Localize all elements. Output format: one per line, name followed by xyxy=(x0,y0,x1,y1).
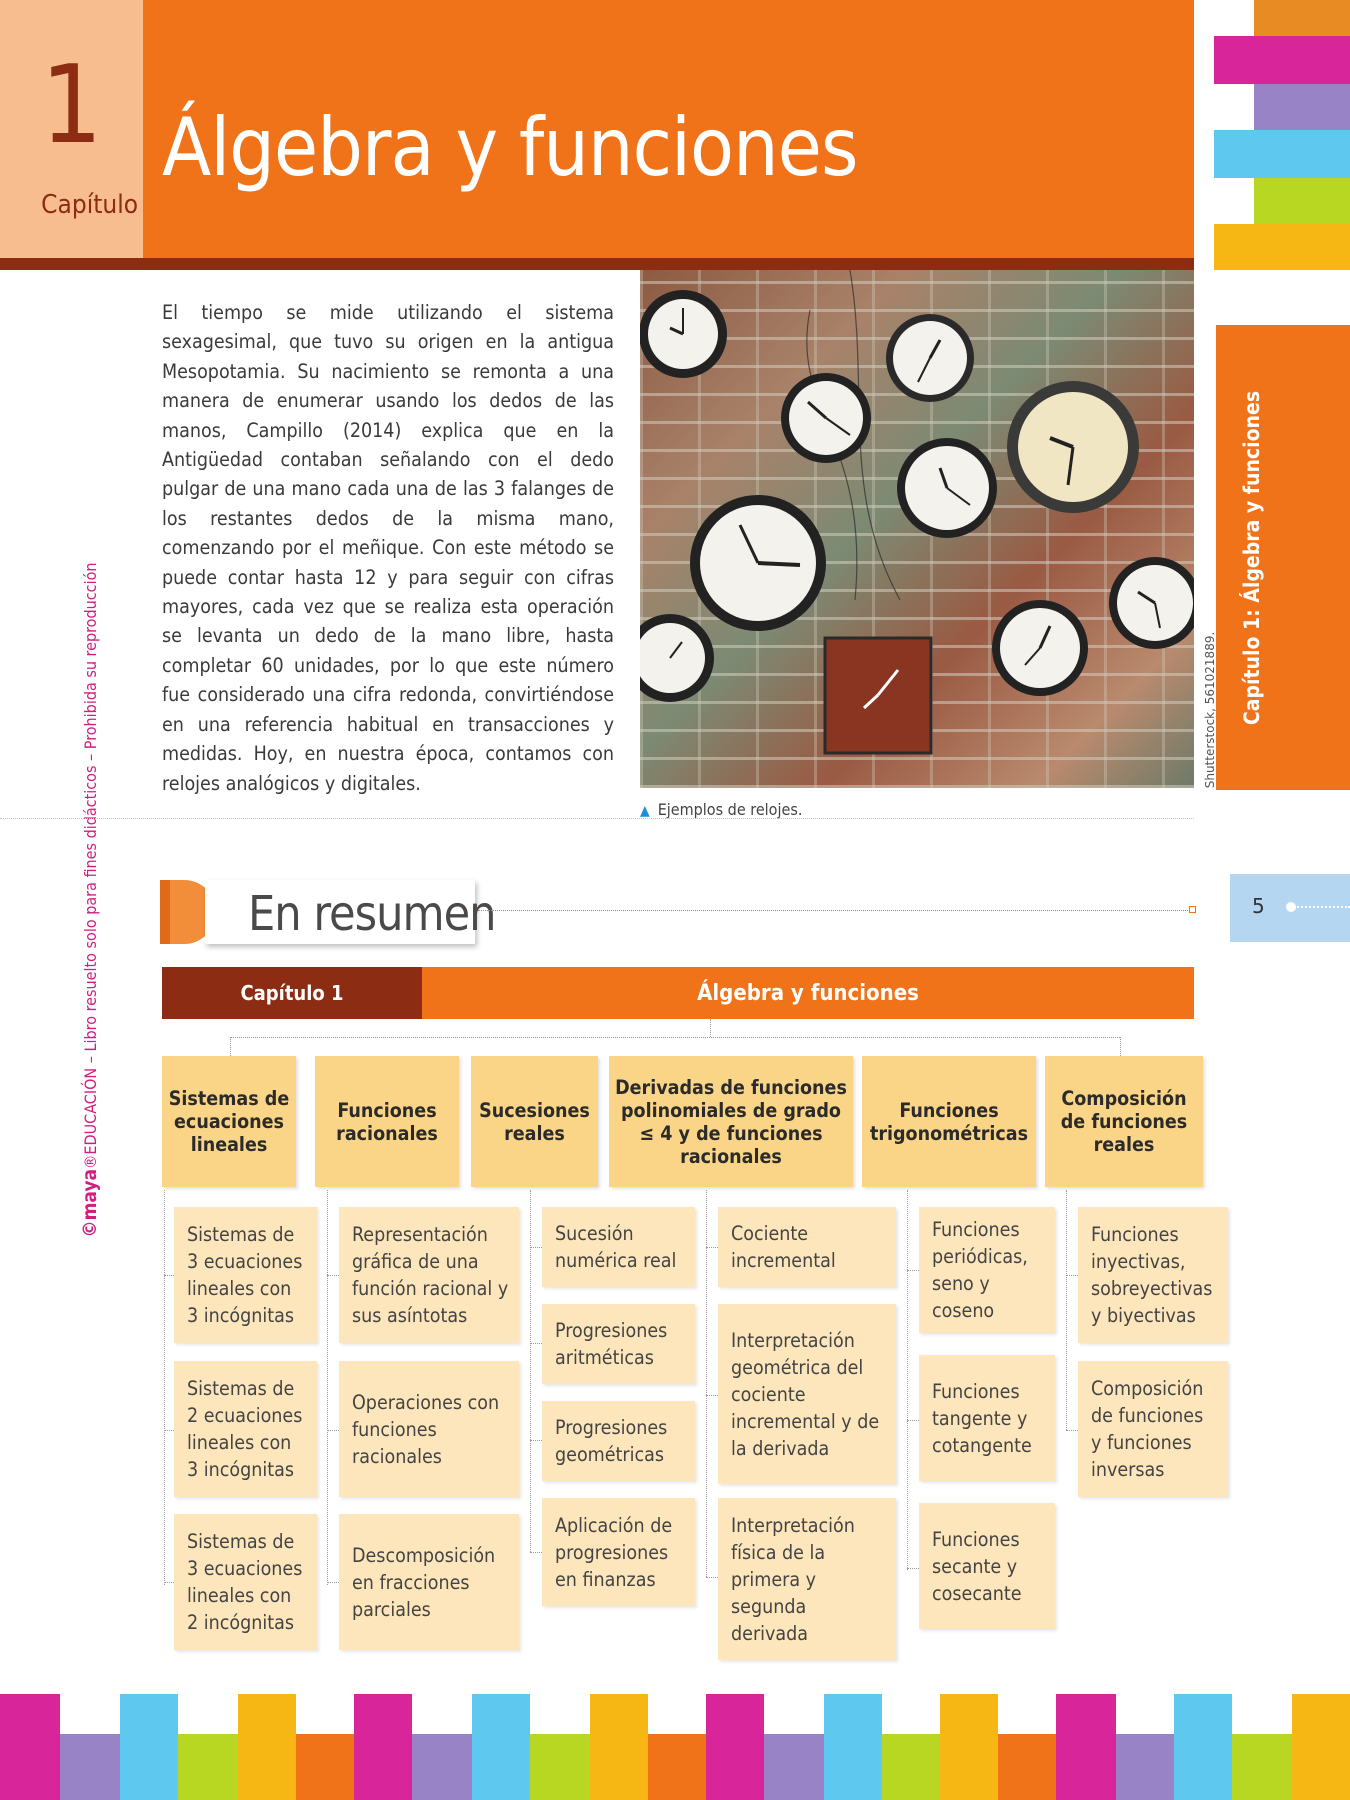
photo-credit: Shutterstock, 561021889. xyxy=(1203,631,1217,789)
category-box: Composición de funciones reales xyxy=(1045,1056,1203,1187)
connector xyxy=(530,1343,542,1344)
connector xyxy=(164,1190,165,1585)
photo-credit-wrap xyxy=(1195,620,1225,800)
side-chapter-label: Capítulo 1: Álgebra y funciones xyxy=(1240,390,1264,725)
category-box: Sistemas de ecuaciones lineales xyxy=(162,1056,296,1187)
topic-item: Sistemas de 3 ecuaciones lineales con 2 incógnitas xyxy=(174,1514,317,1650)
topic-item: Interpretación física de la primera y segunda derivada xyxy=(718,1498,896,1660)
topic-item: Descomposición en fracciones parciales xyxy=(339,1514,519,1650)
deco-bar xyxy=(1214,36,1350,84)
connector xyxy=(327,1190,328,1585)
topic-item: Operaciones con funciones racionales xyxy=(339,1361,519,1497)
connector xyxy=(1066,1430,1078,1431)
connector xyxy=(1066,1275,1078,1276)
triangle-icon: ▲ xyxy=(640,803,650,819)
connector xyxy=(164,1430,174,1431)
category-box: Funciones trigonométricas xyxy=(862,1056,1036,1187)
connector xyxy=(1120,1037,1121,1056)
clocks-photo xyxy=(640,270,1194,788)
topic-item: Sistemas de 3 ecuaciones lineales con 3 incógnitas xyxy=(174,1207,317,1343)
connector xyxy=(530,1552,542,1553)
summary-rule xyxy=(478,910,1190,911)
topic-item: Cociente incremental xyxy=(718,1207,896,1287)
connector xyxy=(907,1190,908,1570)
photo-caption xyxy=(640,800,802,819)
connector xyxy=(327,1430,339,1431)
topic-item: Progresiones aritméticas xyxy=(542,1304,695,1384)
page-number: 5 xyxy=(1252,894,1265,918)
header-underline xyxy=(0,258,1194,270)
summary-rule-end xyxy=(1189,906,1196,913)
page-number-dots xyxy=(1290,906,1350,908)
page-title: Álgebra y funciones xyxy=(162,101,858,194)
divider xyxy=(0,818,1194,819)
category-box: Derivadas de funciones polinomiales de grado ≤ 4 y de funciones racionales xyxy=(609,1056,853,1187)
map-topic-label: Álgebra y funciones xyxy=(422,967,1194,1019)
intro-paragraph: El tiempo se mide utilizando el sistema sexagesimal, que tuvo su origen en la antigua Mesopotamia. Su nacimiento se remonta a una manera de enumerar usando los dedos de las manos, Campillo (2014) explica que en la Antigüedad contaban señalando con el dedo pulgar de una mano cada una de las 3 falanges de los restantes dedos de la misma mano, comenzando por el meñique. Con este método se puede contar hasta 12 y para seguir con cifras mayores, cada vez que se realiza esta operación se levanta un dedo de la mano libre, hasta completar 60 unidades, por lo que este número fue considerado una cifra redonda, convirtiéndose en una referencia habitual en transacciones y medidas. Hoy, en nuestra época, contamos con relojes analógicos y digitales. xyxy=(162,301,614,795)
connector xyxy=(327,1275,339,1276)
topic-item: Progresiones geométricas xyxy=(542,1401,695,1481)
connector xyxy=(706,1190,707,1577)
copyright-brand: ©maya xyxy=(79,1168,101,1238)
connector xyxy=(530,1440,542,1441)
connector xyxy=(230,1037,231,1056)
connector xyxy=(1066,1190,1067,1430)
connector xyxy=(907,1270,919,1271)
connector xyxy=(327,1582,339,1583)
connector xyxy=(230,1037,1120,1038)
topic-item: Aplicación de progresiones en finanzas xyxy=(542,1498,695,1606)
topic-item: Funciones inyectivas, sobreyectivas y biyectivas xyxy=(1078,1207,1228,1343)
topic-item: Interpretación geométrica del cociente incremental y de la derivada xyxy=(718,1304,896,1484)
topic-item: Funciones tangente y cotangente xyxy=(919,1355,1055,1481)
connector xyxy=(530,1190,531,1552)
deco-bar xyxy=(1214,130,1350,178)
map-chapter-label: Capítulo 1 xyxy=(162,967,422,1019)
connector xyxy=(164,1582,174,1583)
summary-tab-edge xyxy=(160,880,170,944)
copyright-text: ®EDUCACIÓN – Libro resuelto solo para fines didácticos – Prohibida su reproducción xyxy=(81,562,100,1169)
category-box: Sucesiones reales xyxy=(471,1056,598,1187)
connector xyxy=(907,1568,919,1569)
topic-item: Funciones periódicas, seno y coseno xyxy=(919,1207,1055,1333)
deco-bar xyxy=(1254,0,1350,36)
connector xyxy=(530,1247,542,1248)
deco-bar xyxy=(1254,84,1350,130)
topic-item: Composición de funciones y funciones inversas xyxy=(1078,1361,1228,1497)
connector xyxy=(710,1019,711,1037)
chapter-number: 1 xyxy=(40,43,103,168)
page-number-dot xyxy=(1286,902,1296,912)
summary-title: En resumen xyxy=(248,886,496,942)
connector xyxy=(164,1275,174,1276)
photo-caption-text: Ejemplos de relojes. xyxy=(657,800,803,819)
connector xyxy=(706,1247,718,1248)
deco-bar xyxy=(1254,178,1350,224)
category-box: Funciones racionales xyxy=(315,1056,459,1187)
topic-item: Funciones secante y cosecante xyxy=(919,1503,1055,1629)
clocks-illustration xyxy=(640,270,1194,788)
deco-bar xyxy=(1214,224,1350,270)
connector xyxy=(706,1577,718,1578)
copyright-notice xyxy=(70,480,110,1320)
topic-item: Representación gráfica de una función racional y sus asíntotas xyxy=(339,1207,519,1343)
connector xyxy=(706,1395,718,1396)
topic-item: Sistemas de 2 ecuaciones lineales con 3 incógnitas xyxy=(174,1361,317,1497)
topic-item: Sucesión numérica real xyxy=(542,1207,695,1287)
connector xyxy=(907,1420,919,1421)
chapter-word: Capítulo xyxy=(41,190,138,220)
